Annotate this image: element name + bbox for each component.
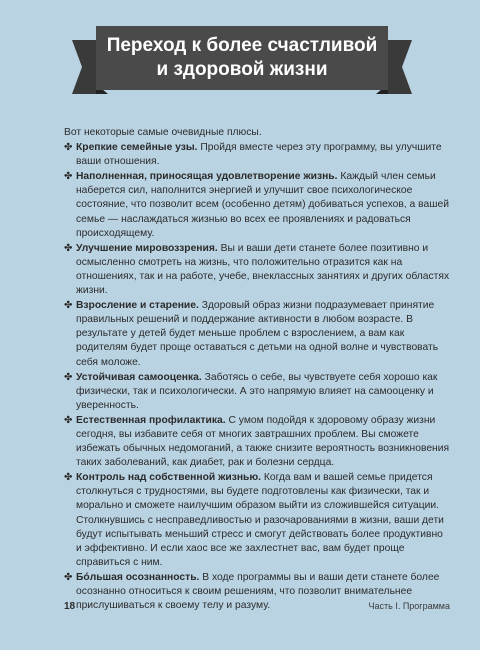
title-banner [72,22,412,100]
item-title: Естественная профилактика. [76,414,226,426]
four-leaf-bullet-icon: ✤ [64,142,73,154]
page-title [72,34,412,82]
list-item [64,471,450,570]
four-leaf-bullet-icon: ✤ [64,571,73,583]
four-leaf-bullet-icon: ✤ [64,472,73,484]
item-text: Каждый член семьи наберется сил, наполнится энергией и улучшит свое психологическое состояние, что позволит всем (особенно детям) добиваться успехов, а вашей семье — наслаждаться жизнью во всех ее проявлениях и радоваться происходящему. [76,171,449,239]
list-item [64,141,450,169]
item-text: Пройдя вместе через эту программу, вы улучшите ваши отношения. [76,142,442,168]
list-item [64,299,450,369]
list-item [64,170,450,240]
four-leaf-bullet-icon: ✤ [64,171,73,183]
body-text [64,126,450,614]
item-title: Крепкие семейные узы. [76,142,198,154]
section-label: Часть I. Программа [368,601,450,611]
list-item [64,242,450,298]
item-text: Заботясь о себе, вы чувствуете себя хорошо как физически, так и психологически. А это напрямую влияет на самооценку и уверенность. [76,371,438,411]
page-number: 18 [64,601,76,612]
intro-paragraph: Вот некоторые самые очевидные плюсы. [64,127,262,138]
title-line-2: и здоровой жизни [156,59,328,80]
item-text: Здоровый образ жизни подразумевает принятие правильных решений и поддержание активности в любом возрасте. В результате у детей будет меньше проблем с взрослением, а вам как родителям будет проще оставаться с детьми на одной волне и чувствовать себя моложе. [76,300,439,368]
item-title: Улучшение мировоззрения. [76,242,218,254]
item-text: С умом подойдя к здоровому образу жизни сегодня, вы избавите себя от многих завтрашних проблем. Вы сможете избежать обычных недомоганий, а также снизите вероятность возникновения таких заболеваний, как диабет, рак и болезни сердца. [76,414,450,469]
page-footer [64,601,450,615]
item-text: Когда вам и вашей семье придется столкнуться с трудностями, вы будете подготовлены как физически, так и морально и сможете наилучшим образом выйти из сложившейся ситуации. Столкнувшись с несправедливостью и разочарованиями в жизни, ваши дети будут испытывать меньший стресс и смогут действовать более продуктивно и эффективно. И если хаос все же захлестнет вас, вам будет проще справиться с ним. [76,472,444,568]
list-item [64,371,450,413]
item-title: Бóльшая осознанность. [76,571,200,583]
item-title: Наполненная, приносящая удовлетворение жизнь. [76,171,338,183]
list-item [64,414,450,470]
item-text: В ходе программы вы и ваши дети станете более осознанно относиться к своим решениям, что позволит внимательнее прислушиваться к своему телу и разуму. [76,571,440,612]
four-leaf-bullet-icon: ✤ [64,414,73,426]
four-leaf-bullet-icon: ✤ [64,300,73,312]
title-line-1: Переход к более счастливой [106,35,378,56]
four-leaf-bullet-icon: ✤ [64,242,73,254]
item-title: Контроль над собственной жизнью. [76,472,262,484]
item-text: Вы и ваши дети станете более позитивно и осмысленно смотреть на жизнь, что положительно отразится как на отношениях, так и на работе, учебе, внеклассных занятиях и других областях жизни. [76,242,450,297]
item-title: Устойчивая самооценка. [76,371,202,383]
four-leaf-bullet-icon: ✤ [64,371,73,383]
item-title: Взросление и старение. [76,300,199,312]
